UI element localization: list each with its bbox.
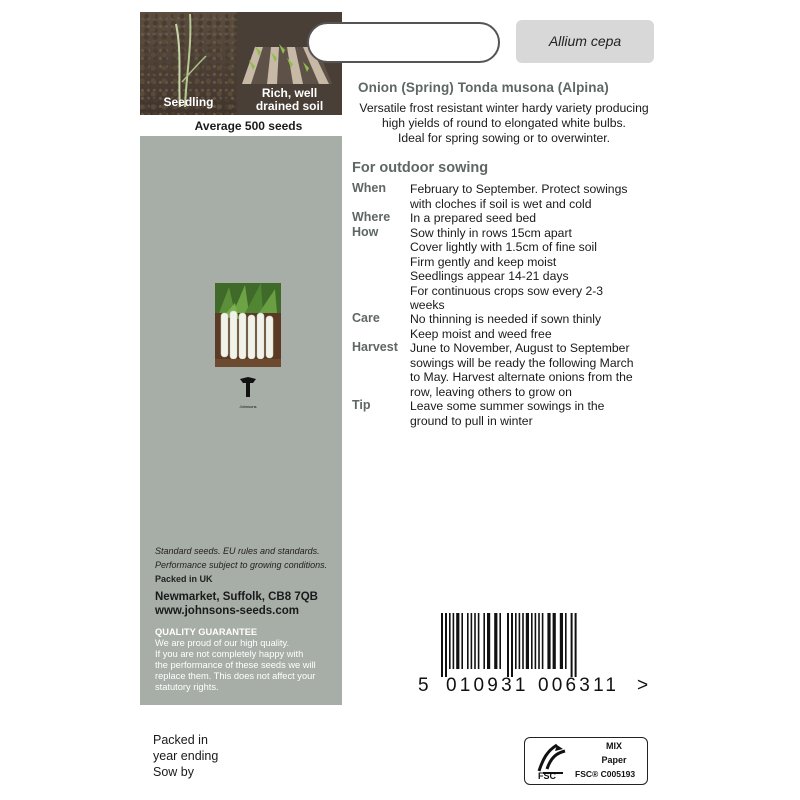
product-title: Onion (Spring) Tonda musona (Alpina) (358, 80, 609, 95)
notes-line1: Standard seeds. EU rules and standards. (155, 546, 320, 556)
fsc-logo-box (524, 737, 648, 785)
barcode-bar (571, 613, 573, 677)
how-line: weeks (410, 298, 445, 312)
barcode-bar (507, 613, 509, 677)
packed-in: Packed in (153, 733, 208, 747)
name-pill (307, 22, 500, 63)
barcode-bar (575, 613, 577, 677)
guarantee-line: If you are not completely happy with (155, 649, 304, 659)
guarantee-line: the performance of these seeds we will (155, 660, 316, 670)
barcode-bar (494, 613, 497, 669)
guarantee-line: statutory rights. (155, 682, 219, 692)
barcode-bar (471, 613, 473, 669)
barcode-end-mark: > (637, 675, 649, 696)
how-line: Sow thinly in rows 15cm apart (410, 225, 572, 240)
fsc-code: FSC® C005193 (575, 769, 636, 779)
barcode-bar (441, 613, 443, 677)
sow-by: Sow by (153, 765, 194, 779)
care-line: No thinning is needed if sown thinly (410, 312, 602, 326)
website: www.johnsons-seeds.com (155, 605, 299, 617)
guarantee-title: QUALITY GUARANTEE (155, 627, 258, 637)
barcode-bar (519, 613, 521, 669)
onion-photo (215, 283, 281, 367)
barcode-bar (531, 613, 533, 669)
barcode-bar (467, 613, 469, 669)
harvest-line: June to November, August to September (410, 341, 630, 355)
when-line: February to September. Protect sowings (410, 182, 628, 196)
soil-label-line2: drained soil (255, 99, 324, 113)
how-line: Cover lightly with 1.5cm of fine soil (410, 240, 597, 254)
tip-line: ground to pull in winter (410, 413, 533, 428)
barcode-first-digit: 5 (418, 675, 429, 696)
notes-line2: Performance subject to growing conditions. (155, 560, 328, 570)
johnsons-logo-icon (236, 375, 260, 399)
row-label-tip: Tip (352, 398, 371, 412)
fsc-mix: MIX (605, 741, 622, 751)
barcode-bar (483, 613, 485, 669)
care-line: Keep moist and weed free (410, 326, 552, 341)
barcode-bar (456, 613, 459, 669)
how-line: Firm gently and keep moist (410, 254, 557, 269)
barcode-bar (515, 613, 517, 669)
packed-in-uk: Packed in UK (155, 574, 213, 584)
latin-name: Allium cepa (548, 33, 622, 49)
soil-label-line1: Rich, well (261, 86, 318, 100)
barcode-bar (553, 613, 556, 669)
seedling-tile (140, 12, 237, 115)
guarantee-line: replace them. This does not affect your (155, 671, 316, 681)
section-title: For outdoor sowing (352, 160, 489, 176)
how-line: For continuous crops sow every 2-3 (410, 283, 604, 298)
address: Newmarket, Suffolk, CB8 7QB (155, 591, 318, 603)
guarantee-line: We are proud of our high quality. (155, 638, 290, 648)
where-line: In a prepared seed bed (410, 211, 537, 225)
barcode-bar (535, 613, 537, 669)
tip-line: Leave some summer sowings in the (410, 399, 605, 413)
year-ending: year ending (153, 749, 219, 763)
fsc-paper: Paper (601, 755, 627, 765)
row-label-care: Care (352, 311, 380, 325)
row-label-where: Where (352, 210, 391, 224)
barcode-bar (478, 613, 480, 669)
description-line: high yields of round to elongated white bulbs. (382, 116, 626, 130)
barcode-bar (449, 613, 451, 669)
description-line: Ideal for spring sowing or to overwinter. (397, 131, 611, 145)
barcode-bar (565, 613, 567, 669)
harvest-line: row, leaving others to grow on (410, 384, 572, 399)
barcode-group2: 006311 (538, 675, 620, 696)
barcode-bar (522, 613, 524, 669)
barcode-bar (474, 613, 476, 669)
barcode (441, 613, 633, 677)
barcode-bar (511, 613, 513, 677)
when-line: with cloches if soil is wet and cold (410, 196, 592, 211)
barcode-bar (453, 613, 455, 669)
logo-caption: Johnsons (239, 404, 257, 409)
barcode-bar (499, 613, 501, 669)
barcode-bar (487, 613, 490, 669)
johnsons-logo (236, 375, 260, 409)
description-line: Versatile frost resistant winter hardy variety producing (359, 101, 649, 115)
harvest-line: sowings will be ready the following March (410, 355, 634, 370)
barcode-group1: 010931 (446, 675, 529, 696)
seedling-label: Seedling (163, 95, 214, 109)
barcode-bar (560, 613, 563, 669)
barcode-bar (547, 613, 550, 669)
row-label-harvest: Harvest (352, 340, 398, 354)
barcode-bar (526, 613, 529, 669)
barcode-bar (461, 613, 463, 669)
average-seeds: Average 500 seeds (194, 119, 303, 133)
fsc-label: FSC (538, 771, 556, 781)
barcode-bar (538, 613, 540, 669)
how-line: Seedlings appear 14-21 days (410, 269, 569, 283)
harvest-line: to May. Harvest alternate onions from the (410, 370, 633, 384)
row-label-how: How (352, 225, 379, 239)
row-label-when: When (352, 181, 387, 195)
barcode-bar (445, 613, 447, 677)
barcode-bar (542, 613, 544, 669)
